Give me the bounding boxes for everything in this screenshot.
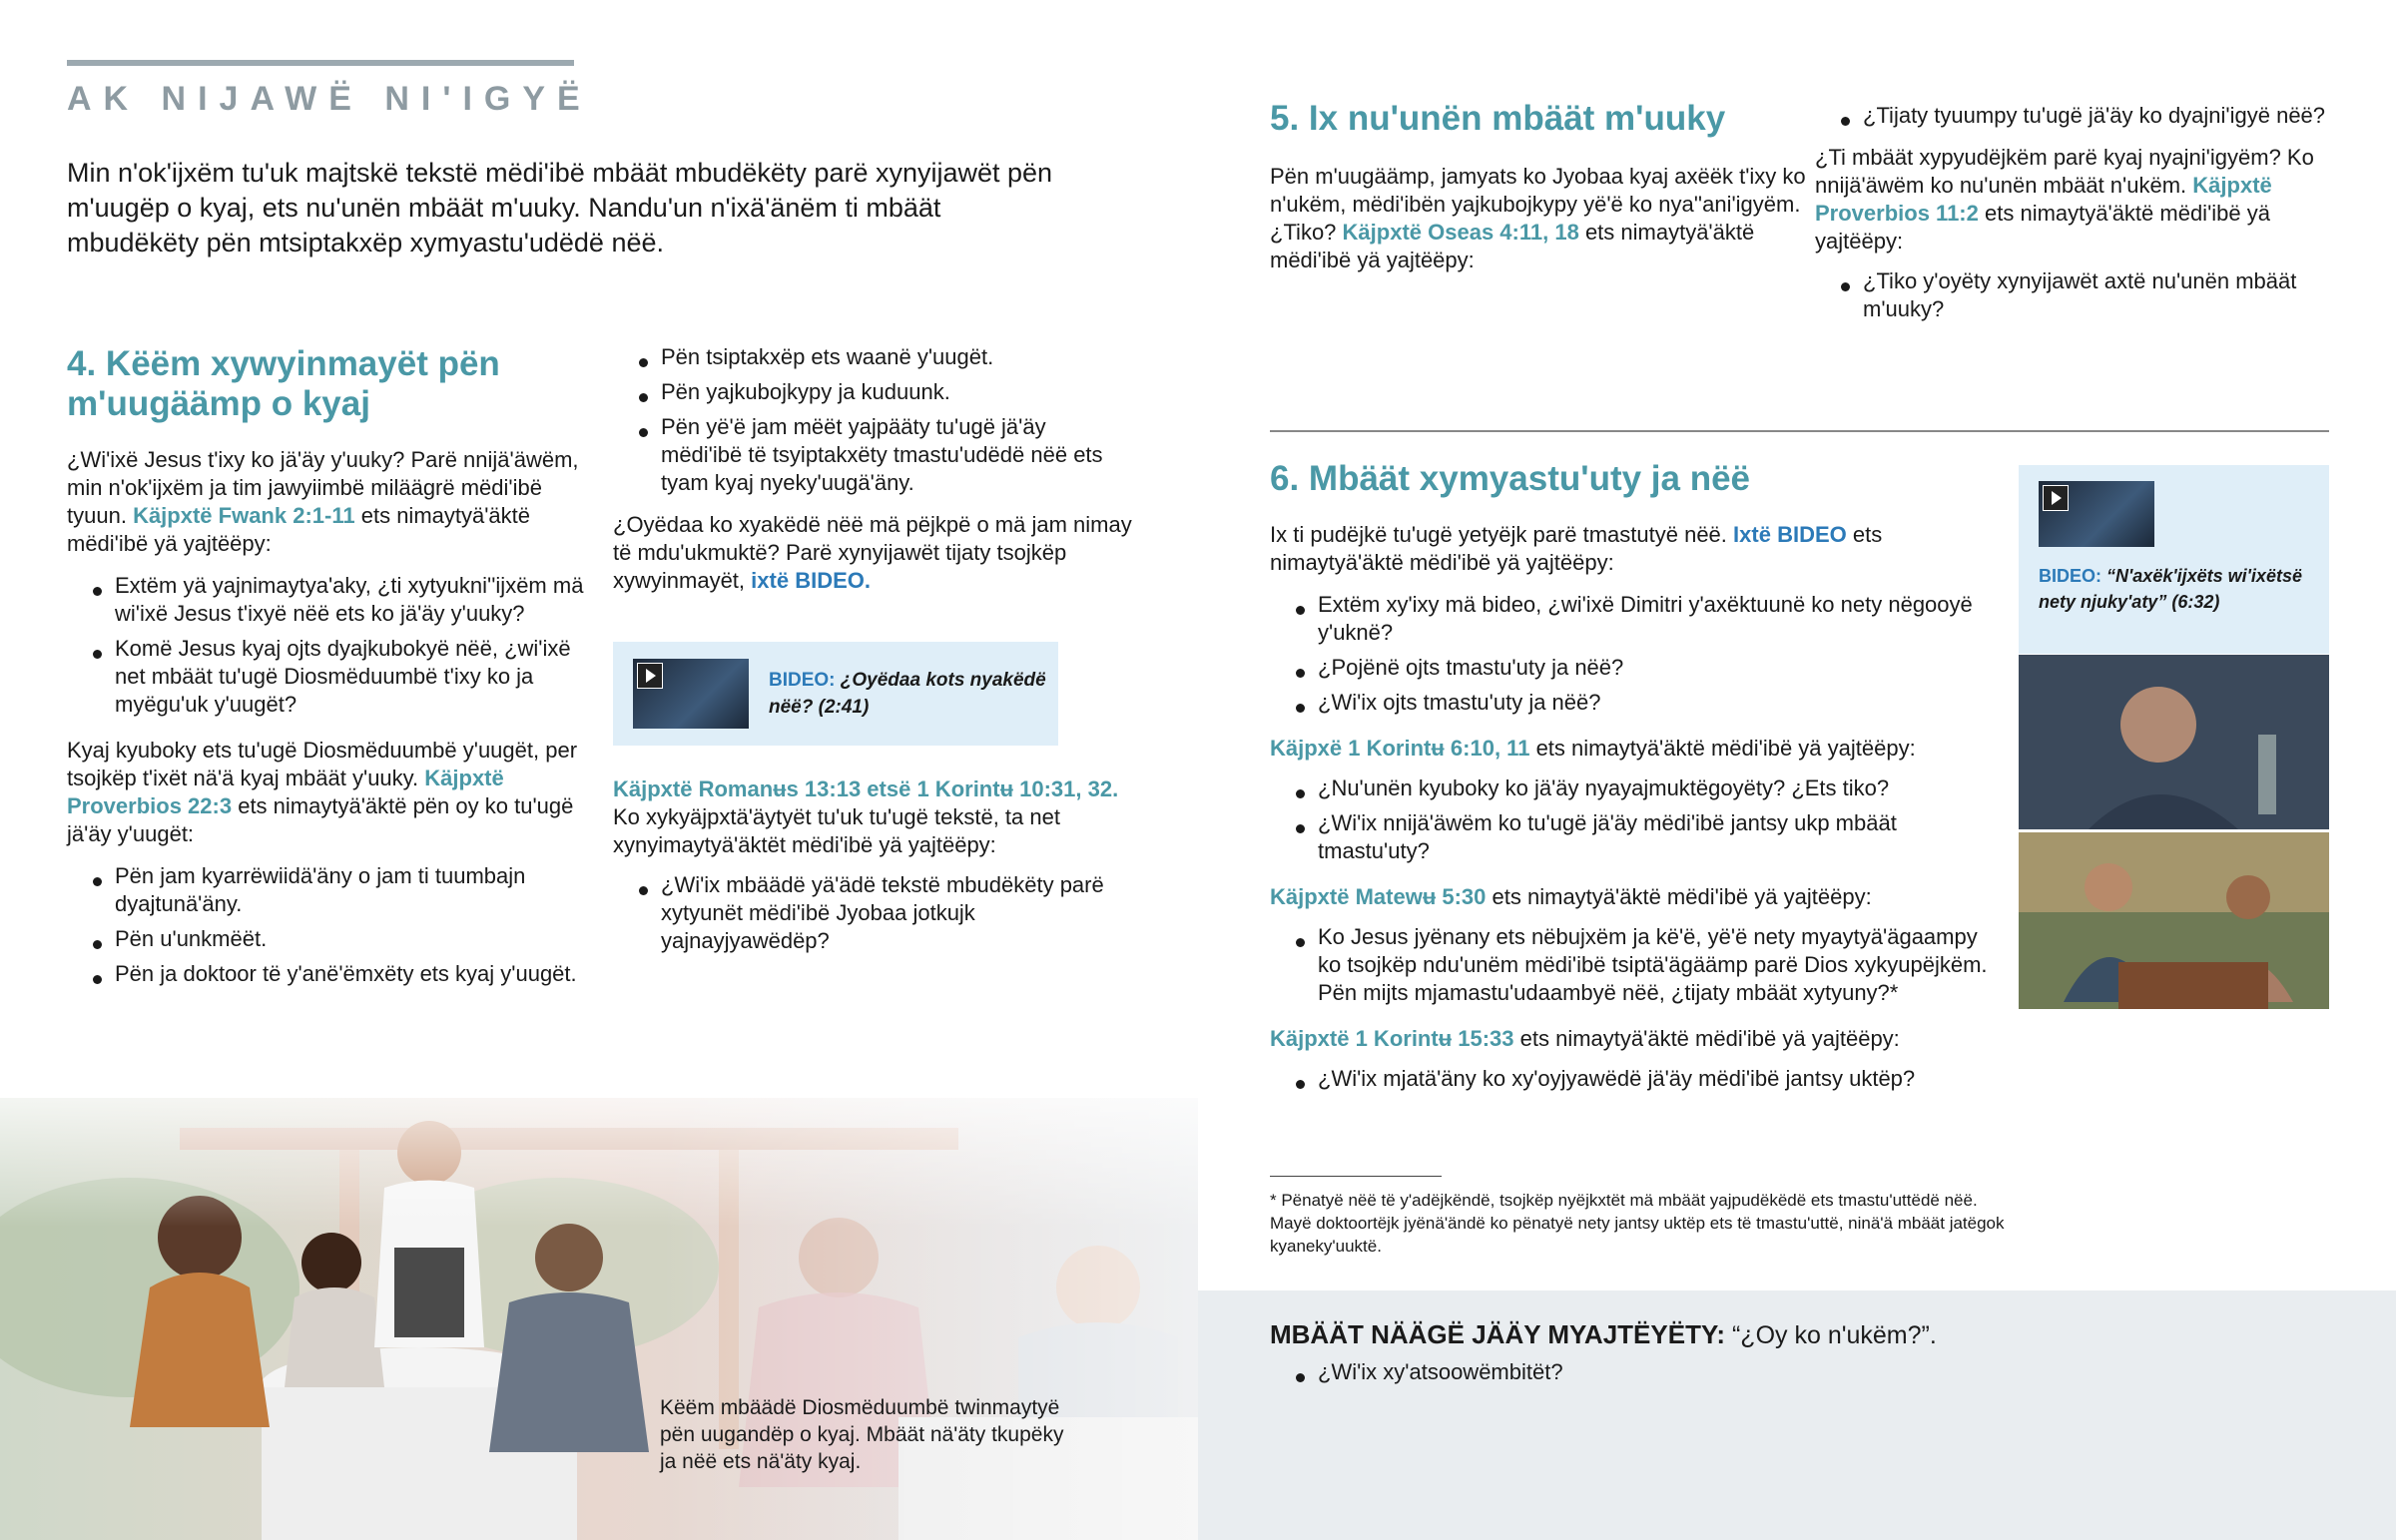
section-5-paragraph-1: Pën m'uugäämp, jamyats ko Jyobaa kyaj axëëk t'ixy ko n'ukëm, mëdi'ibën yajkubojkypy yë'ë ko nya''ani'igyëm. ¿Tiko? Käjpxtë Oseas 4:11, 18 ets nimaytyä'äktë mëdi'ibë yä yajtëëpy: xyxy=(1270,164,1806,272)
list-item: ¿Nu'unën kyuboky ko jä'äy nyayajmuktëgoyëty? ¿Ets tiko? xyxy=(1270,774,1989,802)
section-4-paragraph-3: ¿Oyëdaa ko xyakëdë nëë mä pëjkpë o mä jam nimay të mdu'ukmuktë? Parë xynyijawët tijaty tsojkëp xywyinmayët, ixtë BIDEO. xyxy=(613,512,1132,593)
section-6-ref-2: Käjpxë 1 Korintʉ 6:10, 11 ets nimaytyä'äktë mëdi'ibë yä yajtëëpy: xyxy=(1270,736,1916,761)
section-5-paragraph-2: ¿Ti mbäät xypyudëjkëm parë kyaj nyajni'igyëm? Ko nnijä'äwëm ko nu'unën mbäät n'ukëm. Käjpxtë Proverbios 11:2 ets nimaytyä'äktë mëdi'ibë yä yajtëëpy: xyxy=(1815,145,2314,254)
section-4-list-4 xyxy=(613,871,1132,955)
photo-family-table xyxy=(2019,832,2329,1009)
video-link[interactable]: ixtë BIDEO. xyxy=(751,568,871,593)
section-6-paragraph-1: Ix ti pudëjkë tu'ugë yetyëjk parë tmastutyë nëë. Ixtë BIDEO ets nimaytyä'äktë mëdi'ibë yä yajtëëpy: xyxy=(1270,522,1883,575)
section-4-paragraph-4: Käjpxtë Romanʉs 13:13 etsë 1 Korintʉ 10:31, 32. Ko xykyäjpxtä'äytyët tu'uk tu'ugë tekstë, ta net xynyimaytyä'äktët mëdi'ibë yä yajtëëpy: xyxy=(613,776,1119,857)
scripture-ref[interactable]: Käjpxtë Romanʉs 13:13 etsë 1 Korintʉ 10:31, 32. xyxy=(613,776,1119,801)
section-4-column-2-lower xyxy=(613,775,1132,962)
list-item: ¿Tijaty tyuumpy tu'ugë jä'äy ko dyajni'igyë nëë? xyxy=(1815,102,2334,130)
intro-paragraph: Min n'ok'ijxëm tu'uk majtskë tekstë mëdi'ibë mbäät mbudëkëty parë xynyijawët pën m'uugëp o kyaj, ets nu'unën mbäät m'uuky. Nandu'un n'ixä'änëm ti mbäät mbudëkëty pën mtsiptakxëp xymyastu'udëdë nëë. xyxy=(67,158,1053,257)
review-heading: MBÄÄT NÄÄGË JÄÄY MYAJTËYËTY: “¿Oy ko n'ukëm?”. xyxy=(1270,1319,1937,1349)
list-item: ¿Wi'ix mjatä'äny ko xy'oyjyawëdë jä'äy mëdi'ibë jantsy uktëp? xyxy=(1270,1065,1989,1093)
list-item: Ko Jesus jyënany ets nëbujxëm ja kë'ë, yë'ë nety myaytyä'ägaampy ko tsojkëp ndu'unëm mëdi'ibë tsiptä'ägäämp parë Dios xykyupëjkëm. Pën mijts mjamastu'udaambyë nëë, ¿tijaty mbäät xytyuny?* xyxy=(1270,923,1989,1007)
lesson-kicker: AK NIJAWË NI'IGYË xyxy=(67,80,592,118)
list-item: Pën tsiptakxëp ets waanë y'uugët. xyxy=(613,343,1132,371)
list-item: Pën yajkubojkypy ja kuduunk. xyxy=(613,378,1132,406)
list-item: Pën ja doktoor të y'anë'ëmxëty ets kyaj y'uugët. xyxy=(67,960,586,988)
video-card-drinking[interactable] xyxy=(613,642,1058,746)
footnote-rule xyxy=(1270,1176,1442,1177)
scripture-ref[interactable]: Käjpxtë Oseas 4:11, 18 xyxy=(1342,220,1579,245)
list-item: Pën jam kyarrëwiidä'äny o jam ti tuumbajn dyajtunä'äny. xyxy=(67,862,586,918)
illustration-caption: Këëm mbäädë Diosmëduumbë twinmaytyë pën uugandëp o kyaj. Mbäät nä'äty tkupëky ja nëë ets nä'äty kyaj. xyxy=(660,1396,1064,1473)
scripture-ref[interactable]: Käjpxtë Proverbios 11:2 xyxy=(1815,173,2272,226)
section-6-list-1 xyxy=(1270,591,1989,717)
video-caption: BIDEO: “N'axëk'ijxëts wi'ixëtsë nety njuky'aty” (6:32) xyxy=(2039,566,2302,612)
list-item: ¿Wi'ix nnijä'äwëm ko tu'ugë jä'äy mëdi'ibë jantsy ukp mbäät tmastu'uty? xyxy=(1270,809,1989,865)
section-4-column-1 xyxy=(67,446,586,995)
video-card-dimitri[interactable] xyxy=(2019,465,2329,654)
section-4-paragraph-1: ¿Wi'ixë Jesus t'ixy ko jä'äy y'uuky? Parë nnijä'äwëm, min n'ok'ijxëm ja tim jawyiimbë miläägrë mëdi'ibë tyuun. Käjpxtë Fwank 2:1-11 ets nimaytyä'äktë mëdi'ibë yä yajtëëpy: xyxy=(67,447,579,556)
section-4-questions-1 xyxy=(67,572,586,719)
list-item: ¿Wi'ix mbäädë yä'ädë tekstë mbudëkëty parë xytyunët mëdi'ibë Jyobaa jotkujk yajnayjyawëdëp? xyxy=(613,871,1132,955)
section-5-right xyxy=(1815,102,2334,330)
section-5-list-2 xyxy=(1815,267,2334,323)
play-icon[interactable] xyxy=(637,663,663,689)
list-item: ¿Tiko y'oyëty xynyijawët axtë nu'unën mbäät m'uuky? xyxy=(1815,267,2334,323)
scripture-ref[interactable]: Käjpxë 1 Korintʉ 6:10, 11 xyxy=(1270,736,1530,761)
section-4-column-2 xyxy=(613,343,1132,595)
section-5-list-1 xyxy=(1815,102,2334,130)
header-rule xyxy=(67,60,574,66)
scripture-ref[interactable]: Käjpxtë Matewʉ 5:30 xyxy=(1270,884,1487,909)
section-4-paragraph-2: Kyaj kyuboky ets tu'ugë Diosmëduumbë y'uugët, per tsojkëp t'ixët nä'ä kyaj mbäät y'uuky. Käjpxtë Proverbios 22:3 ets nimaytyä'äktë pën oy ko tu'ugë jä'äy y'uugët: xyxy=(67,738,578,846)
video-link[interactable]: Ixtë BIDEO xyxy=(1733,522,1847,547)
review-list xyxy=(1270,1358,2268,1386)
scripture-ref[interactable]: Käjpxtë Fwank 2:1-11 xyxy=(133,503,355,528)
review-section xyxy=(1270,1317,2268,1393)
video-caption: BIDEO: ¿Oyëdaa kots nyakëdë nëë? (2:41) xyxy=(769,670,1046,718)
scripture-ref[interactable]: Käjpxtë 1 Korintʉ 15:33 xyxy=(1270,1026,1514,1051)
list-item: Extëm xy'ixy mä bideo, ¿wi'ixë Dimitri y'axëktuunë ko nety nëgooyë y'uknë? xyxy=(1270,591,1989,647)
section-5-title: 5. Ix nu'unën mbäät m'uuky xyxy=(1270,99,1726,138)
scripture-ref[interactable]: Käjpxtë Proverbios 22:3 xyxy=(67,766,504,818)
play-icon[interactable] xyxy=(2043,485,2069,511)
section-6-title: 6. Mbäät xymyastu'uty ja nëë xyxy=(1270,459,1751,498)
list-item: ¿Wi'ix ojts tmastu'uty ja nëë? xyxy=(1270,689,1989,717)
video-thumbnail[interactable] xyxy=(2039,481,2154,547)
section-6-list-3 xyxy=(1270,923,1989,1007)
list-item: ¿Wi'ix xy'atsoowëmbitët? xyxy=(1270,1358,2268,1386)
section-6-list-4 xyxy=(1270,1065,1989,1093)
section-divider xyxy=(1270,430,2329,432)
section-5-left xyxy=(1270,163,1809,274)
section-6-body xyxy=(1270,521,1989,1100)
video-thumbnail[interactable] xyxy=(633,659,749,729)
section-6-ref-3: Käjpxtë Matewʉ 5:30 ets nimaytyä'äktë mëdi'ibë yä yajtëëpy: xyxy=(1270,884,1872,909)
section-4-title: 4. Këëm xywyinmayët pën m'uugäämp o kyaj xyxy=(67,344,500,423)
list-item: Extëm yä yajnimaytya'aky, ¿ti xytyukni''ijxëm mä wi'ixë Jesus t'ixyë nëë ets ko jä'äy y'uuky? xyxy=(67,572,586,628)
section-4-list-2 xyxy=(67,862,586,988)
footnote: * Pënatyë nëë të y'adëjkëndë, tsojkëp nyëjkxtët mä mbäät yajpudëkëdë ets tmastu'uttëdë nëë. Mayë doktoortëjk jyënä'ändë ko pënatyë nety jantsy uktëp ets të tmastu'uttë, ninä'ä mbäät jatëgok kyaneky'uuktë. xyxy=(1270,1191,2005,1256)
list-item: Pën u'unkmëët. xyxy=(67,925,586,953)
section-6-list-2 xyxy=(1270,774,1989,865)
section-6-ref-4: Käjpxtë 1 Korintʉ 15:33 ets nimaytyä'äktë mëdi'ibë yä yajtëëpy: xyxy=(1270,1026,1900,1051)
list-item: Komë Jesus kyaj ojts dyajkubokyë nëë, ¿wi'ixë net mbäät tu'ugë Diosmëduumbë t'ixy ko ja myëgu'uk y'uugët? xyxy=(67,635,586,719)
list-item: Pën yë'ë jam mëët yajpääty tu'ugë jä'äy mëdi'ibë të tsyiptakxëty tmastu'udëdë nëë ets tyam kyaj nyeky'uugä'äny. xyxy=(613,413,1132,497)
photo-man-sad xyxy=(2019,655,2329,829)
list-item: ¿Pojënë ojts tmastu'uty ja nëë? xyxy=(1270,654,1989,682)
section-4-list-3 xyxy=(613,343,1132,497)
